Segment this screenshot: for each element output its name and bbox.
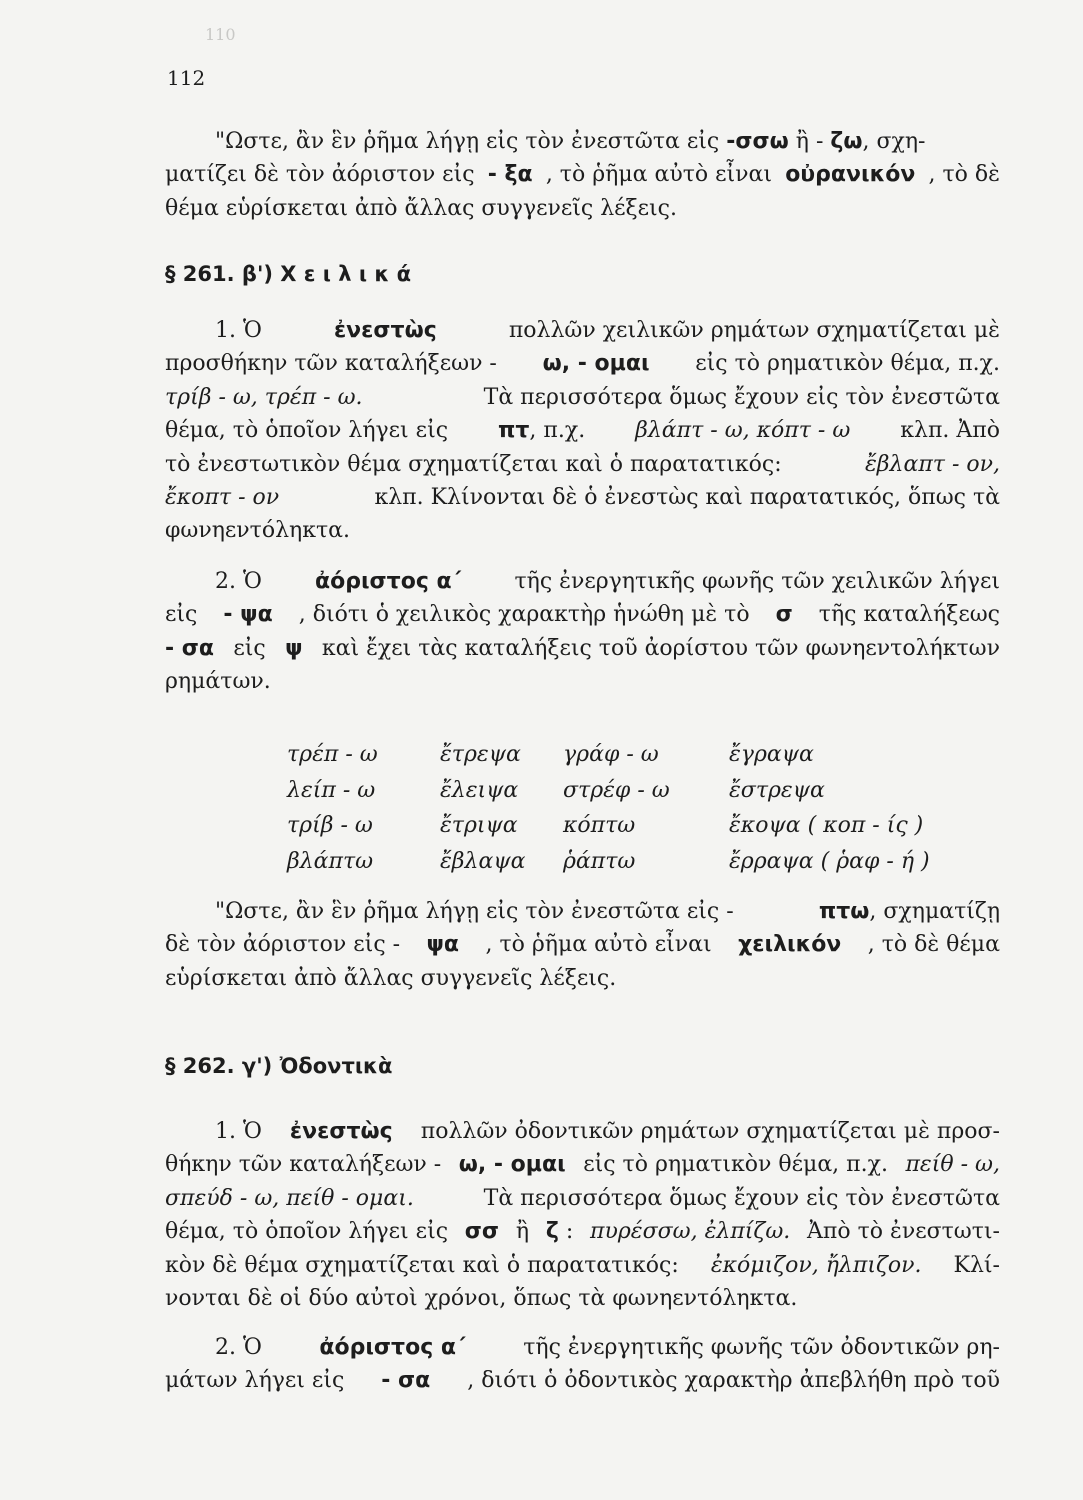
text-run: ρημάτων. (165, 669, 271, 695)
example-italic: ἔβλαπτ - ον, (865, 451, 1000, 477)
example-italic: πείθ - ω, (905, 1152, 1000, 1178)
table-cell: βλάπτω (287, 848, 374, 874)
section-262-title: § 262. γ') Ὀδοντικὰ (165, 1054, 393, 1078)
table-cell: τρέπ - ω (287, 742, 378, 767)
text-run: νονται δὲ οἱ δύο αὐτοὶ χρόνοι, ὅπως τὰ φωνηεντόληκτα. (165, 1285, 798, 1311)
text-run: ἢ - (795, 129, 824, 154)
example-italic: ἐκόμιζον, ἤλπιζον. (710, 1252, 922, 1278)
term-aoristos: ἀόριστος α΄ (319, 1335, 466, 1360)
text-run: κὸν δὲ θέμα σχηματίζεται καὶ ὁ παρατατικός: (165, 1252, 679, 1278)
table-cell: τρίβ - ω (287, 813, 373, 838)
table-cell: ἔλειψα (440, 777, 519, 803)
text-run: εἰς τὸ ρηματικὸν θέμα, π.χ. (583, 1152, 888, 1178)
text-run: , τὸ ῥῆμα αὐτὸ εἶναι (485, 932, 712, 958)
table-cell: ἔκοψα ( κοπ - ίς ) (729, 813, 924, 838)
p261-conclusion (165, 895, 1000, 995)
section-261-title: § 261. β') Χ ε ι λ ι κ ά (165, 262, 412, 286)
p262-2 (165, 1331, 1000, 1398)
example-italic: πυρέσσω, ἐλπίζω. (590, 1219, 791, 1245)
table-cell: ῥάπτω (563, 848, 636, 874)
text-run: τῆς ἐνεργητικῆς φωνῆς τῶν χειλικῶν λήγει (514, 569, 1000, 594)
text-run: κλπ. Ἀπὸ (900, 418, 1000, 444)
text-run: : (565, 1219, 574, 1245)
text-run: "Ωστε, ἂν ἓν ῥῆμα λήγῃ εἰς τὸν ἐνεστῶτα εἰς - (215, 899, 734, 924)
table-cell: στρέφ - ω (563, 777, 670, 803)
ending-ss: σσ (464, 1219, 500, 1245)
table-cell: ἔτρεψα (440, 742, 521, 767)
section-262-heading (165, 1050, 1000, 1083)
example-italic: ἔκοπτ - ον (165, 484, 280, 510)
text-run: κλπ. Κλίνονται δὲ ὁ ἐνεστὼς καὶ παρατατικός, ὅπως τὰ (374, 484, 1000, 510)
text-run: μάτων λήγει εἰς (165, 1368, 345, 1394)
text-run: εἰς τὸ ρηματικὸν θέμα, π.χ. (695, 351, 1000, 377)
text-run: εἰς (165, 602, 198, 628)
endings: ω, - ομαι (542, 351, 650, 377)
text-run: θέμα εὑρίσκεται ἀπὸ ἄλλας συγγενεῖς λέξεις. (165, 195, 677, 221)
ending-pt: πτ (497, 418, 530, 444)
text-run: τὸ ἐνεστωτικὸν θέμα σχηματίζεται καὶ ὁ παρατατικός: (165, 451, 782, 477)
p261-2 (165, 565, 1000, 699)
text-run: θέμα, τὸ ὁποῖον λήγει εἰς (165, 1219, 449, 1245)
text-run: Τὰ περισσότερα ὅμως ἔχουν εἰς τὸν ἐνεστῶτα (483, 384, 1000, 410)
endings: ω, - ομαι (458, 1152, 566, 1178)
term-cheilikon: χειλικόν (738, 932, 842, 958)
text-run: τῆς καταλήξεως (818, 602, 1000, 628)
ending-psa: ψα (426, 932, 460, 958)
term-enestos: ἐνεστὼς (333, 318, 437, 343)
intro-paragraph (165, 125, 1000, 225)
p261-1 (165, 314, 1000, 548)
table-cell: γράφ - ω (563, 742, 659, 767)
table-cell: ἔγραψα (729, 742, 814, 767)
term-ouranikon: οὐρανικόν (785, 162, 916, 188)
text-run: εἰς (233, 635, 266, 661)
text-run: προσθήκην τῶν καταλήξεων - (165, 351, 497, 377)
text-run: πολλῶν ὀδοντικῶν ρημάτων σχηματίζεται μὲ προσ- (420, 1119, 1000, 1144)
text-run: 1. Ὁ (215, 318, 262, 343)
table-cell: ἔτριψα (440, 813, 518, 838)
text-run: εὑρίσκεται ἀπὸ ἄλλας συγγενεῖς λέξεις. (165, 965, 617, 991)
ending-ksa: - ξα (487, 162, 533, 188)
table-cell: ἔβλαψα (440, 848, 526, 874)
term-enestos: ἐνεστὼς (289, 1119, 393, 1144)
text-run: δὲ τὸν ἀόριστον εἰς - (165, 932, 401, 958)
text-run: , τὸ ῥῆμα αὐτὸ εἶναι (545, 162, 772, 188)
text-run: , διότι ὁ ὀδοντικὸς χαρακτὴρ ἀπεβλήθη πρὸ τοῦ (467, 1368, 1000, 1394)
table-cell: κόπτω (563, 813, 636, 838)
letter-psi: ψ (285, 635, 303, 661)
example-italic: βλάπτ - ω, κόπτ - ω (635, 418, 851, 444)
letter-zeta: ζ (545, 1219, 559, 1245)
text-run: , τὸ δὲ θέμα (867, 932, 1000, 958)
text-run: θέμα, τὸ ὁποῖον λήγει εἰς (165, 418, 449, 444)
text-run: 2. Ὁ (215, 569, 262, 594)
ending-ptw: πτω (818, 899, 870, 924)
letter-sigma: σ (775, 602, 793, 628)
text-run: Κλί- (953, 1252, 1000, 1278)
ending-sa: - σα (381, 1368, 431, 1394)
text-run: Ἀπὸ τὸ ἐνεστωτι- (807, 1219, 1000, 1245)
text-run: , σχηματίζῃ (869, 899, 1000, 924)
table-cell: ἔρραψα ( ῥαφ - ή ) (729, 848, 930, 874)
text-run: "Ωστε, ἂν ἓν ῥῆμα λήγῃ εἰς τὸν ἐνεστῶτα εἰς (215, 129, 720, 154)
text-run: 1. Ὁ (215, 1119, 262, 1144)
text-run: φωνηεντόληκτα. (165, 518, 350, 544)
text-run: Τὰ περισσότερα ὅμως ἔχουν εἰς τὸν ἐνεστῶτα (483, 1185, 1000, 1211)
term-aoristos: ἀόριστος α΄ (315, 569, 462, 594)
text-run: 2. Ὁ (215, 1335, 262, 1360)
text-run: , διότι ὁ χειλικὸς χαρακτὴρ ἡνώθη μὲ τὸ (298, 602, 750, 628)
bleed-through-page-number: 110 (205, 25, 236, 44)
example-italic: τρίβ - ω, τρέπ - ω. (165, 384, 363, 410)
ending-ssw: -σσω (726, 129, 789, 154)
p262-1 (165, 1115, 1000, 1315)
section-261-heading (165, 258, 1000, 291)
example-italic: σπεύδ - ω, πείθ - ομαι. (165, 1185, 414, 1211)
text-run: ἢ (515, 1219, 530, 1245)
text-run: θήκην τῶν καταλήξεων - (165, 1152, 442, 1178)
text-run: , σχη- (862, 129, 926, 154)
page-number: 112 (167, 66, 206, 90)
text-run: τῆς ἐνεργητικῆς φωνῆς τῶν ὀδοντικῶν ρη- (523, 1335, 1000, 1360)
text-run: , τὸ δὲ (928, 162, 1000, 188)
text-run: καὶ ἔχει τὰς καταλήξεις τοῦ ἀορίστου τῶν φωνηεντολήκτων (321, 635, 1000, 661)
text-run: ματίζει δὲ τὸν ἀόριστον εἰς (165, 162, 475, 188)
ending-sa: - σα (165, 635, 215, 661)
text-run: , π.χ. (529, 418, 586, 444)
ending-psa: - ψα (223, 602, 273, 628)
table-cell: ἔστρεψα (729, 777, 825, 803)
text-run: πολλῶν χειλικῶν ρημάτων σχηματίζεται μὲ (508, 318, 1000, 343)
table-cell: λείπ - ω (287, 777, 376, 803)
ending-zw: ζω (830, 129, 863, 154)
